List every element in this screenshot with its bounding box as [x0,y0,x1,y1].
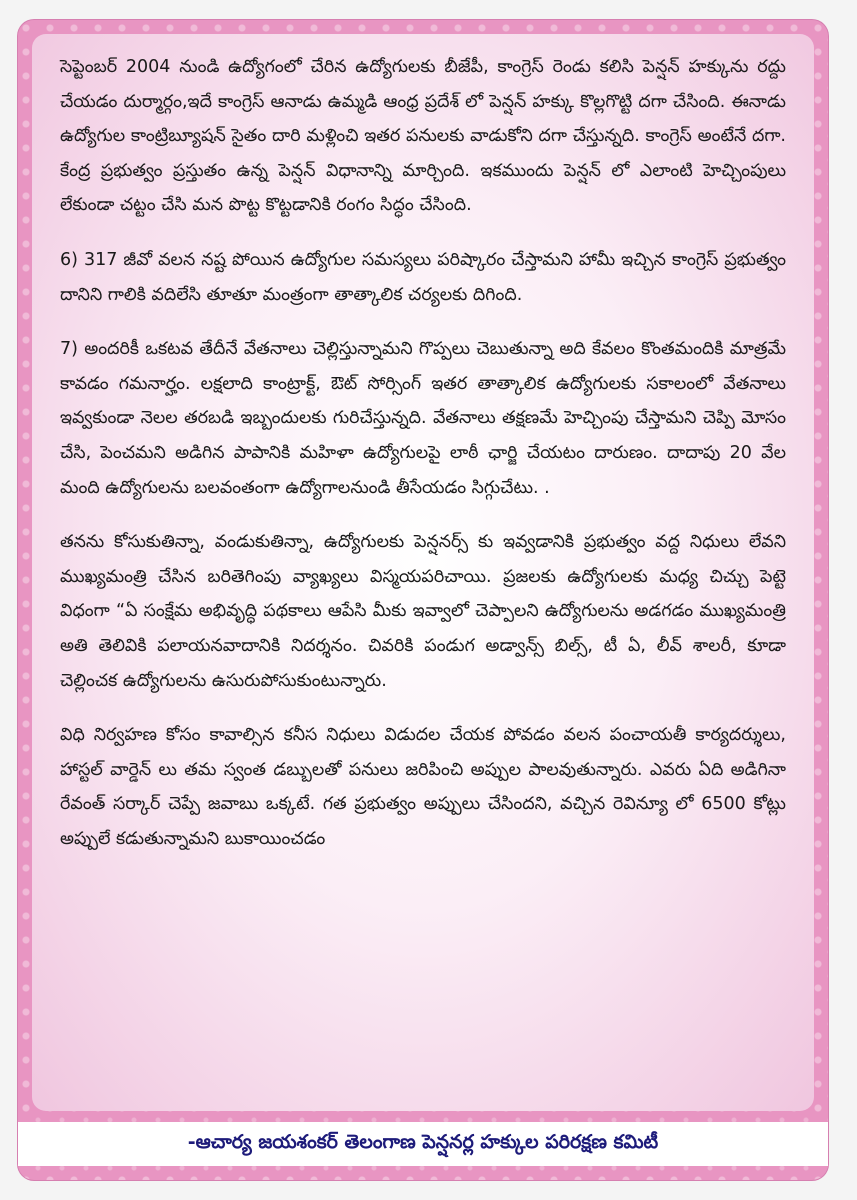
paragraph-cm-remarks: తనను కోసుకుతిన్నా, వండుకుతిన్నా, ఉద్యోగులకు పెన్షనర్స్ కు ఇవ్వడానికి ప్రభుత్వం వద్ద నిధులు లేవని ముఖ్యమంత్రి చేసిన బరితెగింపు వ్యాఖ్యలు విస్మయపరిచాయి. ప్రజలకు ఉద్యోగులకు మధ్య చిచ్చు పెట్టె విధంగా “ఏ సంక్షేమ అభివృద్ధి పథకాలు ఆపేసి మీకు ఇవ్వాలో చెప్పాలని ఉద్యోగులను అడగడం ముఖ్యమంత్రి అతి తెలివికి పలాయనవాదానికి నిదర్శనం. చివరికి పండుగ అడ్వాన్స్ బిల్స్, టీ ఏ, లీవ్ శాలరీ, కూడా చెల్లించక ఉద్యోగులను ఉసురుపోసుకుంటున్నారు. [60,532,786,691]
paragraph-funds: విధి నిర్వహణ కోసం కావాల్సిన కనీస నిధులు విడుదల చేయక పోవడం వలన పంచాయతీ కార్యదర్శులు, హాస్టల్ వార్డెన్ లు తమ స్వంత డబ్బులతో పనులు జరిపించి అప్పుల పాలవుతున్నారు. ఎవరు ఏది అడిగినా రేవంత్ సర్కార్ చెప్పే జవాబు ఒక్కటే. గత ప్రభుత్వం అప్పులు చేసిందని, వచ్చిన రెవిన్యూ లో 6500 కోట్లు అప్పులే కడుతున్నామని బుకాయించడం [60,725,786,849]
paragraph-salaries: 7) అందరికీ ఒకటవ తేదీనే వేతనాలు చెల్లిస్తున్నామని గొప్పలు చెబుతున్నా అది కేవలం కొంతమందికి మాత్రమే కావడం గమనార్హం. లక్షలాది కాంట్రాక్ట్, ఔట్ సోర్సింగ్ ఇతర తాత్కాలిక ఉద్యోగులకు సకాలంలో వేతనాలు ఇవ్వకుండా నెలల తరబడి ఇబ్బందులకు గురిచేస్తున్నది. వేతనాలు తక్షణమే హెచ్చింపు చేస్తామని చెప్పి మోసం చేసి, పెంచమని అడిగిన పాపానికి మహిళా ఉద్యోగులపై లాఠీ ఛార్జి చేయటం దారుణం. దాదాపు 20 వేల మంది ఉద్యోగులను బలవంతంగా ఉద్యోగాలనుండి తీసేయడం సిగ్గుచేటు. . [60,339,786,498]
content-panel [32,34,814,1111]
footer-signature: -ఆచార్య జయశంకర్ తెలంగాణ పెన్షనర్ల హక్కుల పరిరక్షణ కమిటీ [18,1122,828,1166]
document-frame [18,20,828,1180]
paragraph-go-317: 6) 317 జీవో వలన నష్ట పోయిన ఉద్యోగుల సమస్యలు పరిష్కారం చేస్తామని హామీ ఇచ్చిన కాంగ్రెస్ ప్రభుత్వం దానిని గాలికి వదిలేసి తూతూ మంత్రంగా తాత్కాలిక చర్యలకు దిగింది. [60,249,786,305]
paragraph-pension-rights: సెప్టెంబర్ 2004 నుండి ఉద్యోగంలో చేరిన ఉద్యోగులకు బీజేపీ, కాంగ్రెస్ రెండు కలిసి పెన్షన్ హక్కును రద్దు చేయడం దుర్మార్గం,ఇదే కాంగ్రెస్ ఆనాడు ఉమ్మడి ఆంధ్ర ప్రదేశ్ లో పెన్షన్ హక్కు కొల్లగొట్టి దగా చేసింది. ఈనాడు ఉద్యోగుల కాంట్రిబ్యూషన్ సైతం దారి మళ్లించి ఇతర పనులకు వాడుకోని దగా చేస్తున్నది. కాంగ్రెస్ అంటేనే దగా. కేంద్ర ప్రభుత్వం ప్రస్తుతం ఉన్న పెన్షన్ విధానాన్ని మార్చింది. ఇకముందు పెన్షన్ లో ఎలాంటి హెచ్చింపులు లేకుండా చట్టం చేసి మన పొట్ట కొట్టడానికి రంగం సిద్ధం చేసింది. [60,57,786,216]
